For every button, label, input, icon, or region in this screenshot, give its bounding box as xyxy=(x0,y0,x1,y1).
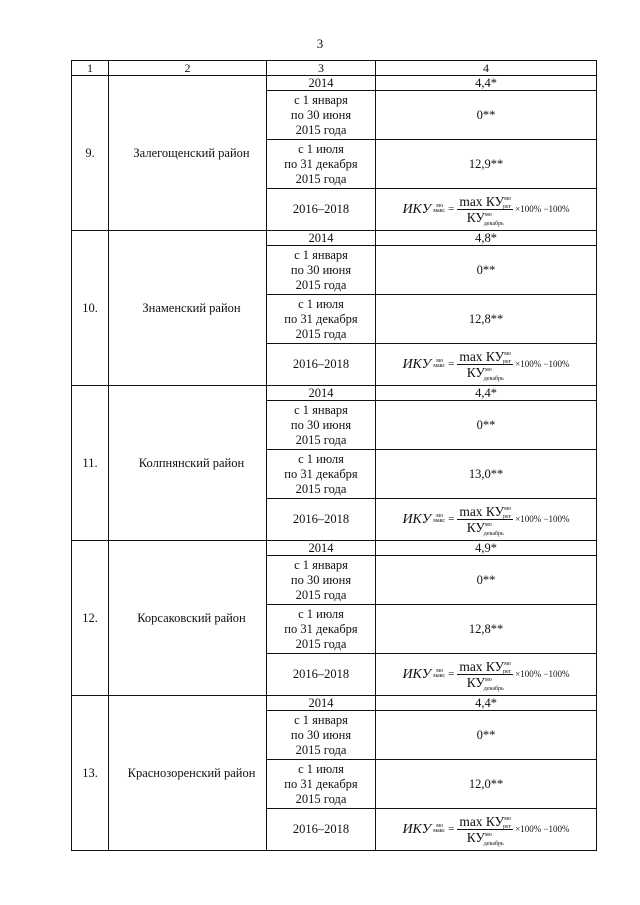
period-line: с 1 января xyxy=(294,557,348,572)
table-row xyxy=(72,541,597,556)
period-h2 xyxy=(267,760,376,809)
period-line: с 1 июля xyxy=(298,451,344,466)
value-h2: 12,9** xyxy=(376,140,597,189)
formula-fraction: $\frac{\max КУ^{мо}рег}{КУ^{мо}_{декабрь}}$ xyxy=(459,348,512,382)
period-line: с 1 января xyxy=(294,92,348,107)
period-line: с 1 января xyxy=(294,712,348,727)
period-line: 2015 года xyxy=(295,277,347,292)
table-row xyxy=(72,231,597,246)
formula: ИКУ мо макс = $\frac{\max КУ^{мо}рег}{КУ^{мо}_{декабрь}}$ ×100% −100% xyxy=(402,193,570,227)
formula-fraction: $\frac{\max КУ^{мо}рег}{КУ^{мо}_{декабрь}}$ xyxy=(459,658,512,692)
period-line: 2015 года xyxy=(295,171,347,186)
period-line: с 1 июля xyxy=(298,296,344,311)
formula-lhs: ИКУ мо макс xyxy=(402,512,446,527)
value-formula xyxy=(376,499,597,541)
formula: ИКУ мо макс = $\frac{\max КУ^{мо}рег}{КУ^{мо}_{декабрь}}$ ×100% −100% xyxy=(402,658,570,692)
value-h2: 12,8** xyxy=(376,605,597,654)
value-formula xyxy=(376,654,597,696)
formula-lhs: ИКУ мо макс xyxy=(402,357,446,372)
row-number: 10. xyxy=(72,231,109,386)
value-year: 4,4* xyxy=(376,696,597,711)
period-line: 2015 года xyxy=(295,742,347,757)
header-col-3: 3 xyxy=(267,61,376,76)
period-line: по 30 июня xyxy=(290,107,352,122)
period-h1 xyxy=(267,246,376,295)
formula-lhs: ИКУ мо макс xyxy=(402,822,446,837)
period-line: по 30 июня xyxy=(290,417,352,432)
period-line: 2015 года xyxy=(295,791,347,806)
period-line: с 1 января xyxy=(294,402,348,417)
table-header-row xyxy=(72,61,597,76)
period-line: по 30 июня xyxy=(290,727,352,742)
value-year: 4,4* xyxy=(376,386,597,401)
period-line: 2015 года xyxy=(295,122,347,137)
period-range: 2016–2018 xyxy=(267,809,376,851)
period-h2 xyxy=(267,140,376,189)
value-formula xyxy=(376,809,597,851)
period-line: с 1 июля xyxy=(298,606,344,621)
value-h1: 0** xyxy=(376,91,597,140)
tariff-table xyxy=(71,60,597,851)
header-col-4: 4 xyxy=(376,61,597,76)
period-line: с 1 июля xyxy=(298,141,344,156)
page-number: 3 xyxy=(316,36,324,51)
period-h2 xyxy=(267,605,376,654)
district-name: Корсаковский район xyxy=(109,541,267,696)
period-line: по 31 декабря xyxy=(284,621,358,636)
period-line: 2015 года xyxy=(295,432,347,447)
table-row xyxy=(72,696,597,711)
period-line: по 30 июня xyxy=(290,262,352,277)
value-h1: 0** xyxy=(376,401,597,450)
period-h1 xyxy=(267,556,376,605)
period-year: 2014 xyxy=(267,386,376,401)
formula-fraction: $\frac{\max КУ^{мо}рег}{КУ^{мо}_{декабрь}}$ xyxy=(459,193,512,227)
formula: ИКУ мо макс = $\frac{\max КУ^{мо}рег}{КУ^{мо}_{декабрь}}$ ×100% −100% xyxy=(402,813,570,847)
period-h1 xyxy=(267,401,376,450)
period-year: 2014 xyxy=(267,76,376,91)
row-number: 13. xyxy=(72,696,109,851)
period-h1 xyxy=(267,711,376,760)
district-name: Краснозоренский район xyxy=(109,696,267,851)
period-line: с 1 января xyxy=(294,247,348,262)
period-year: 2014 xyxy=(267,541,376,556)
period-line: 2015 года xyxy=(295,636,347,651)
period-range: 2016–2018 xyxy=(267,189,376,231)
period-h2 xyxy=(267,295,376,344)
period-line: с 1 июля xyxy=(298,761,344,776)
period-range: 2016–2018 xyxy=(267,499,376,541)
value-h2: 12,8** xyxy=(376,295,597,344)
value-h2: 12,0** xyxy=(376,760,597,809)
district-name: Знаменский район xyxy=(109,231,267,386)
value-h1: 0** xyxy=(376,711,597,760)
value-formula xyxy=(376,344,597,386)
formula-fraction: $\frac{\max КУ^{мо}рег}{КУ^{мо}_{декабрь}}$ xyxy=(459,503,512,537)
period-h2 xyxy=(267,450,376,499)
period-year: 2014 xyxy=(267,696,376,711)
period-line: по 31 декабря xyxy=(284,156,358,171)
period-line: 2015 года xyxy=(295,587,347,602)
row-number: 9. xyxy=(72,76,109,231)
district-name: Залегощенский район xyxy=(109,76,267,231)
period-line: по 31 декабря xyxy=(284,466,358,481)
period-range: 2016–2018 xyxy=(267,654,376,696)
formula-lhs: ИКУ мо макс xyxy=(402,667,446,682)
period-line: по 31 декабря xyxy=(284,311,358,326)
period-year: 2014 xyxy=(267,231,376,246)
row-number: 12. xyxy=(72,541,109,696)
header-col-1: 1 xyxy=(72,61,109,76)
row-number: 11. xyxy=(72,386,109,541)
formula: ИКУ мо макс = $\frac{\max КУ^{мо}рег}{КУ^{мо}_{декабрь}}$ ×100% −100% xyxy=(402,503,570,537)
value-formula xyxy=(376,189,597,231)
period-line: 2015 года xyxy=(295,481,347,496)
value-year: 4,9* xyxy=(376,541,597,556)
period-line: по 31 декабря xyxy=(284,776,358,791)
formula: ИКУ мо макс = $\frac{\max КУ^{мо}рег}{КУ^{мо}_{декабрь}}$ ×100% −100% xyxy=(402,348,570,382)
value-h1: 0** xyxy=(376,246,597,295)
formula-fraction: $\frac{\max КУ^{мо}рег}{КУ^{мо}_{декабрь}}$ xyxy=(459,813,512,847)
table-row xyxy=(72,386,597,401)
value-h2: 13,0** xyxy=(376,450,597,499)
value-h1: 0** xyxy=(376,556,597,605)
period-range: 2016–2018 xyxy=(267,344,376,386)
formula-lhs: ИКУ мо макс xyxy=(402,202,446,217)
period-line: по 30 июня xyxy=(290,572,352,587)
period-line: 2015 года xyxy=(295,326,347,341)
district-name: Колпнянский район xyxy=(109,386,267,541)
value-year: 4,8* xyxy=(376,231,597,246)
value-year: 4,4* xyxy=(376,76,597,91)
header-col-2: 2 xyxy=(109,61,267,76)
period-h1 xyxy=(267,91,376,140)
table-row xyxy=(72,76,597,91)
